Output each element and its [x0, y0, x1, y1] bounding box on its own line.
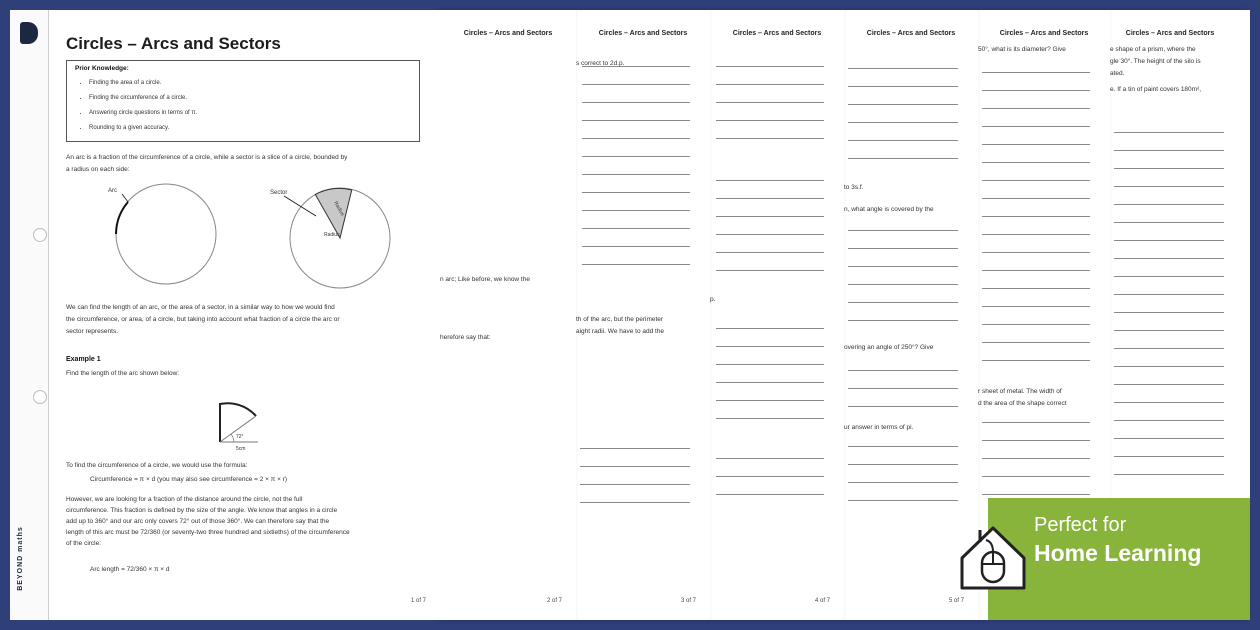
answer-line: [848, 122, 958, 123]
home-mouse-icon: [956, 518, 1030, 592]
answer-line: [716, 494, 824, 495]
answer-line: [1114, 222, 1224, 223]
answer-line: [848, 406, 958, 407]
answer-line: [848, 266, 958, 267]
answer-line: [1114, 330, 1224, 331]
answer-line: [982, 198, 1090, 199]
answer-line: [982, 288, 1090, 289]
page-text: e. If a tin of paint covers 180m²,: [1110, 86, 1202, 93]
page-number: 2 of 7: [546, 598, 562, 604]
answer-line: [1114, 276, 1224, 277]
answer-line: [848, 320, 958, 321]
page-text: e shape of a prism, where the: [1110, 46, 1196, 53]
answer-line: [582, 228, 690, 229]
answer-line: [582, 102, 690, 103]
answer-line: [580, 448, 690, 449]
example-question: Find the length of the arc shown below:: [66, 370, 180, 377]
answer-line: [1114, 402, 1224, 403]
answer-line: [716, 328, 824, 329]
page-4: [710, 10, 844, 620]
formula: Circumference = π × d (you may also see circumference = 2 × π × r): [90, 476, 288, 483]
paragraph: An arc is a fraction of the circumference of a circle, while a sector is a slice of a circle, bounded by a radius on each side:: [66, 154, 348, 173]
home-learning-badge: [988, 498, 1250, 620]
page-title: Circles – Arcs and Sectors: [732, 30, 822, 37]
answer-line: [982, 90, 1090, 91]
radius-label: Radius: [324, 232, 340, 238]
answer-line: [982, 216, 1090, 217]
page-title: Circles – Arcs and Sectors: [66, 34, 281, 53]
angle-label: 72°: [236, 434, 244, 440]
paragraph: However, we are looking for a fraction of the distance around the circle, not the full circumference. This fraction is defined by the size of the angle. We know that angles in a circle add up to 360° and our arc only covers 72° out of those 360°. We can therefore say that the length of this arc must be 72/360 (or seventy-two three hundred and sixtieths) of the circumference of the circle:: [66, 496, 350, 547]
answer-line: [582, 246, 690, 247]
answer-line: [1114, 294, 1224, 295]
badge-line-2: Home Learning: [1034, 540, 1202, 566]
answer-line: [716, 418, 824, 419]
answer-line: [982, 494, 1090, 495]
answer-line: [582, 156, 690, 157]
answer-line: [982, 324, 1090, 325]
answer-line: [848, 500, 958, 501]
answer-line: [1114, 312, 1224, 313]
answer-line: [982, 360, 1090, 361]
answer-line: [848, 482, 958, 483]
page-1: [10, 10, 440, 620]
page-text: ur answer in terms of pi.: [844, 424, 914, 431]
answer-line: [982, 126, 1090, 127]
list-item: • Answering circle questions in terms of π.: [89, 106, 419, 121]
list-item: • Finding the area of a circle.: [89, 76, 419, 91]
answer-line: [1114, 132, 1224, 133]
answer-line: [848, 388, 958, 389]
answer-line: [716, 66, 824, 67]
arc-label: Arc: [108, 188, 117, 194]
page-text: d the area of the shape correct: [978, 400, 1067, 407]
page-text: herefore say that:: [440, 334, 491, 341]
answer-line: [982, 162, 1090, 163]
answer-line: [716, 180, 824, 181]
example-sector-diagram: [210, 390, 280, 454]
answer-line: [716, 270, 824, 271]
answer-line: [982, 180, 1090, 181]
page-text: th of the arc, but the perimeter: [576, 316, 664, 323]
badge-line-1: Perfect for: [1034, 514, 1127, 536]
answer-line: [716, 476, 824, 477]
answer-line: [1114, 204, 1224, 205]
answer-line: [982, 476, 1090, 477]
answer-line: [1114, 384, 1224, 385]
answer-line: [848, 446, 958, 447]
page-text: gle 30°. The height of the silo is: [1110, 58, 1201, 65]
prior-knowledge-heading: Prior Knowledge:: [75, 65, 129, 72]
page-text: p.: [710, 296, 716, 303]
answer-line: [982, 252, 1090, 253]
answer-line: [848, 230, 958, 231]
page-text: aight radii. We have to add the: [576, 328, 665, 335]
answer-line: [848, 248, 958, 249]
page-number: 3 of 7: [680, 598, 696, 604]
page-text: 50°, what is its diameter? Give: [978, 46, 1066, 53]
answer-line: [580, 502, 690, 503]
answer-line: [716, 364, 824, 365]
brand-logo: BEYOND maths: [16, 526, 24, 591]
binder-spine: [10, 10, 49, 620]
answer-line: [848, 302, 958, 303]
answer-line: [1114, 348, 1224, 349]
page-3: [576, 10, 716, 620]
answer-line: [1114, 438, 1224, 439]
radius-label: Radius: [332, 200, 346, 218]
side-label: 5cm: [236, 446, 246, 452]
punch-hole: [33, 228, 47, 242]
page-text: to 3s.f.: [844, 184, 864, 191]
formula-intro: To find the circumference of a circle, we would use the formula:: [66, 462, 248, 469]
answer-line: [848, 86, 958, 87]
answer-line: [582, 120, 690, 121]
list-item: • Finding the circumference of a circle.: [89, 91, 419, 106]
page-title: Circles – Arcs and Sectors: [999, 30, 1089, 37]
punch-hole: [33, 390, 47, 404]
page-title: Circles – Arcs and Sectors: [463, 30, 553, 37]
answer-line: [582, 264, 690, 265]
answer-line: [982, 270, 1090, 271]
answer-line: [716, 234, 824, 235]
page-text: n arc; Like before, we know the: [440, 276, 530, 283]
answer-line: [716, 458, 824, 459]
answer-line: [1114, 240, 1224, 241]
answer-line: [848, 284, 958, 285]
answer-line: [848, 158, 958, 159]
answer-line: [716, 382, 824, 383]
answer-line: [1114, 258, 1224, 259]
answer-line: [580, 466, 690, 467]
sector-label: Sector: [270, 190, 288, 196]
prior-knowledge-box: [66, 60, 420, 142]
answer-line: [982, 72, 1090, 73]
answer-line: [1114, 456, 1224, 457]
answer-line: [982, 108, 1090, 109]
answer-line: [848, 140, 958, 141]
page-number: 1 of 7: [410, 598, 426, 604]
example-heading: Example 1: [66, 356, 101, 363]
page-number: 4 of 7: [814, 598, 830, 604]
beyond-logo-icon: [20, 22, 38, 44]
answer-line: [582, 210, 690, 211]
page-title: Circles – Arcs and Sectors: [866, 30, 956, 37]
answer-line: [982, 440, 1090, 441]
page-text: r sheet of metal. The width of: [978, 388, 1062, 395]
answer-line: [1114, 186, 1224, 187]
answer-line: [716, 120, 824, 121]
answer-line: [982, 342, 1090, 343]
answer-line: [716, 102, 824, 103]
paragraph: We can find the length of an arc, or the area of a sector, in a similar way to how we would find the circumference, or area, of a circle, but taking into account what fraction of a circle the arc or sector represents.: [66, 304, 340, 335]
page-text: n, what angle is covered by the: [844, 206, 934, 213]
answer-line: [582, 192, 690, 193]
answer-line: [848, 68, 958, 69]
document-preview: [10, 10, 1250, 620]
answer-line: [582, 84, 690, 85]
answer-line: [982, 234, 1090, 235]
answer-line: [580, 484, 690, 485]
page-number: 5 of 7: [948, 598, 964, 604]
answer-line: [1114, 366, 1224, 367]
page-text: ated.: [1110, 70, 1125, 77]
answer-line: [982, 458, 1090, 459]
answer-line: [848, 104, 958, 105]
answer-line: [716, 138, 824, 139]
answer-line: [716, 216, 824, 217]
answer-line: [848, 464, 958, 465]
answer-line: [982, 422, 1090, 423]
answer-line: [582, 138, 690, 139]
page-text: s correct to 2d.p.: [576, 60, 625, 67]
answer-line: [1114, 474, 1224, 475]
answer-line: [982, 144, 1090, 145]
answer-line: [1114, 168, 1224, 169]
answer-line: [716, 198, 824, 199]
answer-line: [982, 306, 1090, 307]
page-title: Circles – Arcs and Sectors: [1125, 30, 1215, 37]
answer-line: [716, 84, 824, 85]
list-item: • Rounding to a given accuracy.: [89, 121, 419, 136]
answer-line: [716, 346, 824, 347]
arc-sector-diagram: [90, 176, 430, 300]
answer-line: [1114, 150, 1224, 151]
answer-line: [848, 370, 958, 371]
page-title: Circles – Arcs and Sectors: [598, 30, 688, 37]
answer-line: [716, 400, 824, 401]
page-text: overing an angle of 250°? Give: [844, 344, 934, 351]
arc-length-formula: Arc length = 72/360 × π × d: [90, 566, 170, 573]
answer-line: [1114, 420, 1224, 421]
answer-line: [716, 252, 824, 253]
answer-line: [582, 174, 690, 175]
